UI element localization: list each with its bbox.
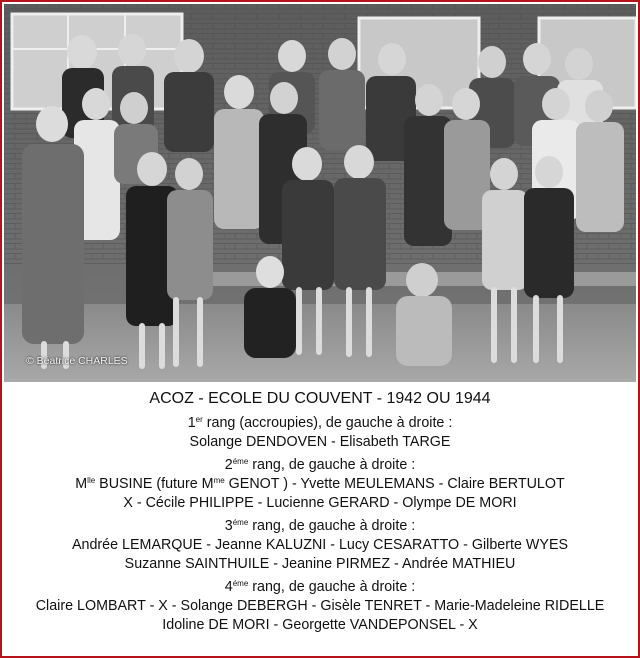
row-3-names-line-1: Andrée LEMARQUE - Jeanne KALUZNI - Lucy CESARATTO - Gilberte WYES <box>71 537 569 553</box>
class-photo-illustration <box>4 4 636 382</box>
row-2-suffix: éme <box>232 457 249 466</box>
row-3-header <box>4 517 636 536</box>
row-4-names-line-1: Claire LOMBART - X - Solange DEBERGH - Gisèle TENRET - Marie-Madeleine RIDELLE <box>35 598 605 614</box>
row-3-suffix: éme <box>232 518 249 527</box>
row-1-header-text: rang (accroupies), de gauche à droite : <box>202 415 453 431</box>
row-2-names-line-1 <box>4 475 636 494</box>
row-2-block <box>4 456 636 513</box>
row-1-names: Solange DENDOVEN - Elisabeth TARGE <box>189 434 451 450</box>
row-4-block <box>4 578 636 635</box>
row-3-number: 3 <box>224 518 233 534</box>
photo-caption <box>4 388 636 635</box>
row-4-number: 4 <box>224 579 233 595</box>
row-2-names-line-2: X - Cécile PHILIPPE - Lucienne GERARD - Olympe DE MORI <box>123 495 517 511</box>
row-2-number: 2 <box>224 457 233 473</box>
class-photo <box>4 4 636 382</box>
row-4-names-line-2: Idoline DE MORI - Georgette VANDEPONSEL - X <box>162 617 478 633</box>
copyright-notice: © Béatrice CHARLES <box>26 355 128 367</box>
row-4-header <box>4 578 636 597</box>
row-3-header-text: rang, de gauche à droite : <box>248 518 416 534</box>
row-2-header <box>4 456 636 475</box>
row-1-block <box>4 414 636 452</box>
row-3-block <box>4 517 636 574</box>
row-1-number: 1 <box>187 415 196 431</box>
row-4-header-text: rang, de gauche à droite : <box>248 579 416 595</box>
title-mlle-suffix: lle <box>87 476 96 485</box>
row-2-header-text: rang, de gauche à droite : <box>248 457 416 473</box>
names-rest: GENOT ) - Yvette MEULEMANS - Claire BERTULOT <box>224 476 565 492</box>
row-3-names-line-2: Suzanne SAINTHUILE - Jeanine PIRMEZ - Andrée MATHIEU <box>124 556 516 572</box>
row-1-header <box>4 414 636 433</box>
title-mlle: M <box>75 476 88 492</box>
caption-title: ACOZ - ECOLE DU COUVENT - 1942 OU 1944 <box>149 390 491 407</box>
name-busine: BUSINE (future M <box>95 476 214 492</box>
row-1-suffix: er <box>195 415 203 424</box>
row-4-suffix: éme <box>232 579 249 588</box>
title-mme-suffix: me <box>213 476 225 485</box>
